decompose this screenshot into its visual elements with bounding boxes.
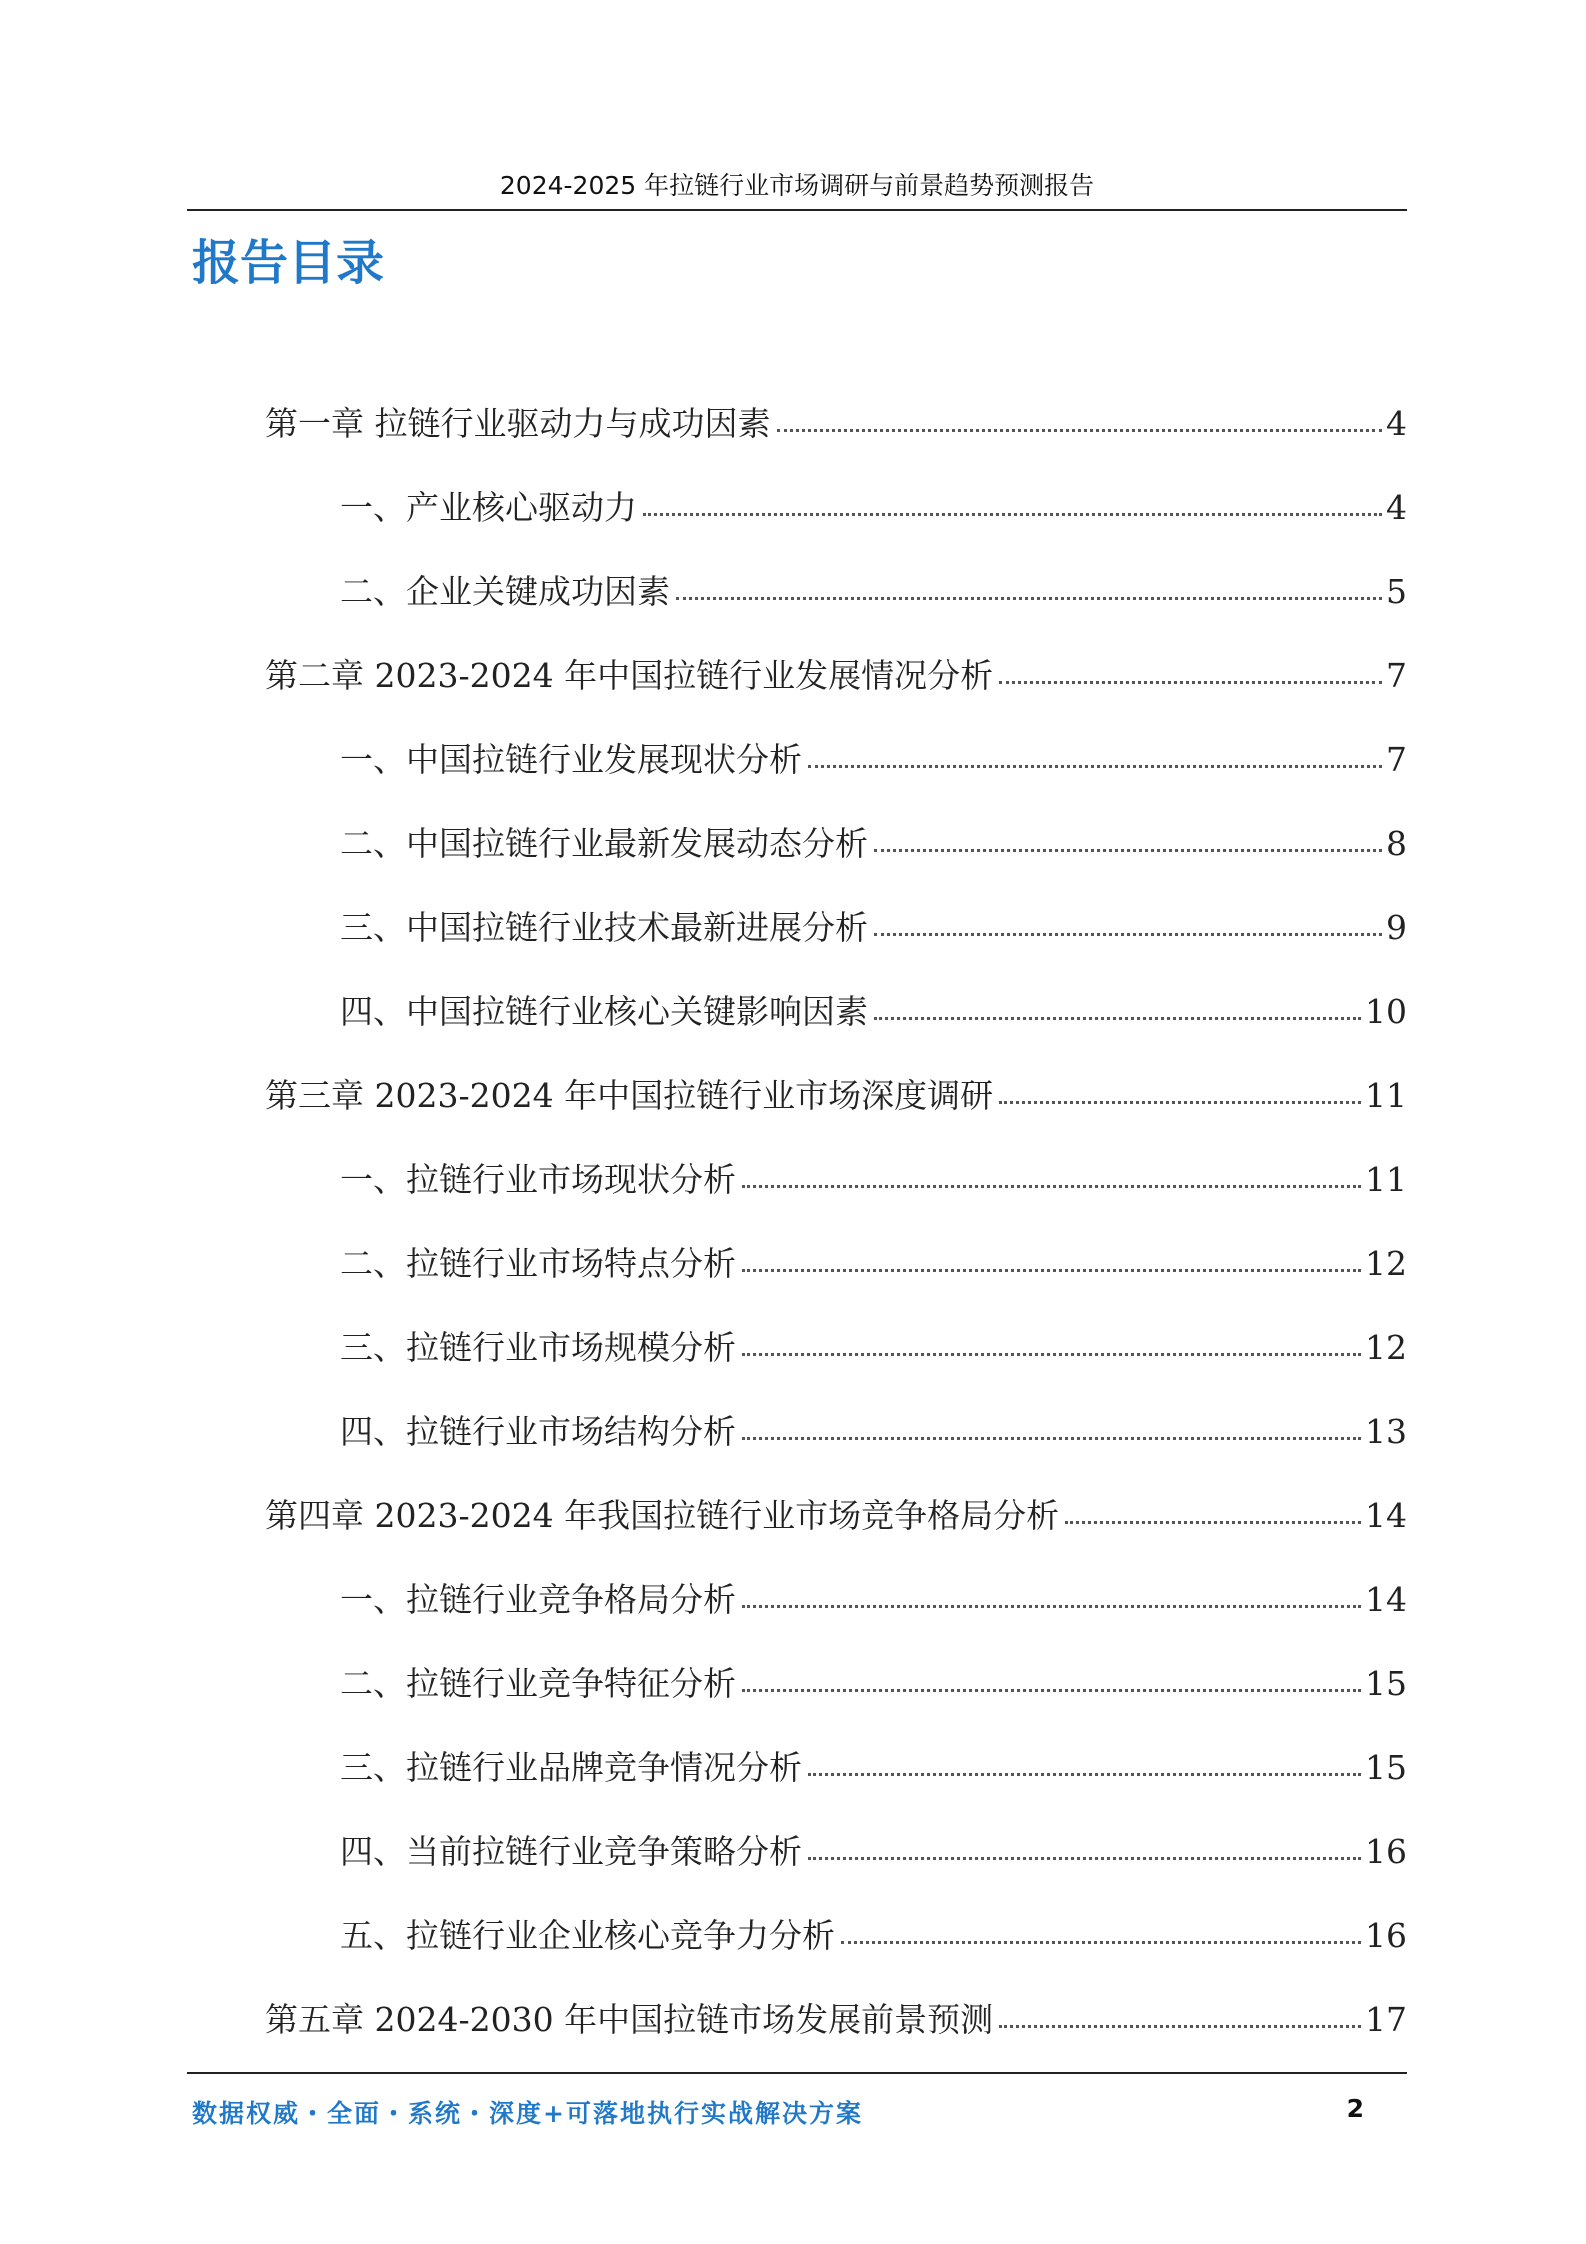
toc-entry-label: 三、拉链行业品牌竞争情况分析 bbox=[340, 1748, 802, 1787]
toc-entry-page: 14 bbox=[1365, 1580, 1407, 1619]
toc-chapter-entry[interactable] bbox=[265, 1994, 1407, 2078]
toc-section-entry[interactable] bbox=[265, 902, 1407, 986]
toc-entry-label: 第一章 拉链行业驱动力与成功因素 bbox=[265, 404, 771, 443]
toc-entry-label: 二、拉链行业竞争特征分析 bbox=[340, 1664, 736, 1703]
toc-entry-page: 15 bbox=[1365, 1748, 1407, 1787]
toc-section-entry[interactable] bbox=[265, 818, 1407, 902]
toc-dot-leader bbox=[808, 1857, 1361, 1860]
toc-entry-label: 五、拉链行业企业核心竞争力分析 bbox=[340, 1916, 835, 1955]
toc-entry-page: 8 bbox=[1386, 824, 1407, 863]
toc-entry-page: 11 bbox=[1365, 1076, 1407, 1115]
footer-page-number: 2 bbox=[1346, 2094, 1364, 2123]
toc-section-entry[interactable] bbox=[265, 1406, 1407, 1490]
toc-entry-page: 11 bbox=[1365, 1160, 1407, 1199]
toc-entry-page: 14 bbox=[1365, 1496, 1407, 1535]
toc-entry-page: 10 bbox=[1365, 992, 1407, 1031]
running-header-title: 2024-2025 年拉链行业市场调研与前景趋势预测报告 bbox=[499, 171, 1095, 200]
toc-section-entry[interactable] bbox=[265, 1322, 1407, 1406]
toc-entry-page: 15 bbox=[1365, 1664, 1407, 1703]
toc-entry-page: 4 bbox=[1386, 488, 1407, 527]
toc-heading: 报告目录 bbox=[192, 235, 385, 291]
toc-entry-label: 一、产业核心驱动力 bbox=[340, 488, 637, 527]
toc-entry-label: 三、中国拉链行业技术最新进展分析 bbox=[340, 908, 868, 947]
toc-entry-page: 16 bbox=[1365, 1916, 1407, 1955]
toc-dot-leader bbox=[742, 1605, 1361, 1608]
toc-dot-leader bbox=[742, 1269, 1361, 1272]
toc-dot-leader bbox=[742, 1437, 1361, 1440]
toc-entry-page: 7 bbox=[1386, 740, 1407, 779]
toc-section-entry[interactable] bbox=[265, 1574, 1407, 1658]
toc-dot-leader bbox=[841, 1941, 1361, 1944]
footer-divider bbox=[187, 2072, 1407, 2074]
toc-entry-label: 四、当前拉链行业竞争策略分析 bbox=[340, 1832, 802, 1871]
toc-dot-leader bbox=[742, 1353, 1361, 1356]
toc-dot-leader bbox=[999, 681, 1382, 684]
toc-entry-page: 13 bbox=[1365, 1412, 1407, 1451]
toc-entry-label: 第五章 2024-2030 年中国拉链市场发展前景预测 bbox=[265, 2000, 994, 2039]
toc-entry-label: 一、中国拉链行业发展现状分析 bbox=[340, 740, 802, 779]
toc-section-entry[interactable] bbox=[265, 1154, 1407, 1238]
toc-section-entry[interactable] bbox=[265, 482, 1407, 566]
toc-entry-page: 5 bbox=[1386, 572, 1407, 611]
toc-chapter-entry[interactable] bbox=[265, 1490, 1407, 1574]
table-of-contents bbox=[265, 398, 1407, 2078]
toc-section-entry[interactable] bbox=[265, 1826, 1407, 1910]
toc-entry-label: 一、拉链行业市场现状分析 bbox=[340, 1160, 736, 1199]
toc-section-entry[interactable] bbox=[265, 1742, 1407, 1826]
toc-dot-leader bbox=[999, 1101, 1361, 1104]
toc-section-entry[interactable] bbox=[265, 734, 1407, 818]
toc-dot-leader bbox=[808, 1773, 1361, 1776]
toc-entry-label: 第四章 2023-2024 年我国拉链行业市场竞争格局分析 bbox=[265, 1496, 1060, 1535]
toc-entry-label: 二、企业关键成功因素 bbox=[340, 572, 670, 611]
toc-dot-leader bbox=[643, 513, 1382, 516]
toc-entry-label: 第二章 2023-2024 年中国拉链行业发展情况分析 bbox=[265, 656, 994, 695]
toc-dot-leader bbox=[874, 933, 1382, 936]
toc-chapter-entry[interactable] bbox=[265, 398, 1407, 482]
toc-entry-label: 第三章 2023-2024 年中国拉链行业市场深度调研 bbox=[265, 1076, 994, 1115]
toc-entry-label: 二、拉链行业市场特点分析 bbox=[340, 1244, 736, 1283]
toc-section-entry[interactable] bbox=[265, 566, 1407, 650]
toc-entry-label: 四、中国拉链行业核心关键影响因素 bbox=[340, 992, 868, 1031]
toc-entry-page: 4 bbox=[1386, 404, 1407, 443]
toc-chapter-entry[interactable] bbox=[265, 1070, 1407, 1154]
toc-entry-page: 9 bbox=[1386, 908, 1407, 947]
toc-dot-leader bbox=[1065, 1521, 1361, 1524]
toc-dot-leader bbox=[874, 849, 1382, 852]
toc-dot-leader bbox=[676, 597, 1382, 600]
toc-entry-page: 12 bbox=[1365, 1244, 1407, 1283]
toc-section-entry[interactable] bbox=[265, 1658, 1407, 1742]
toc-dot-leader bbox=[777, 429, 1383, 432]
toc-entry-page: 12 bbox=[1365, 1328, 1407, 1367]
toc-entry-label: 一、拉链行业竞争格局分析 bbox=[340, 1580, 736, 1619]
toc-section-entry[interactable] bbox=[265, 1910, 1407, 1994]
toc-dot-leader bbox=[808, 765, 1382, 768]
toc-entry-page: 7 bbox=[1386, 656, 1407, 695]
toc-dot-leader bbox=[874, 1017, 1361, 1020]
toc-section-entry[interactable] bbox=[265, 1238, 1407, 1322]
toc-entry-label: 四、拉链行业市场结构分析 bbox=[340, 1412, 736, 1451]
toc-entry-label: 二、中国拉链行业最新发展动态分析 bbox=[340, 824, 868, 863]
toc-dot-leader bbox=[742, 1689, 1361, 1692]
header-divider bbox=[187, 209, 1407, 211]
toc-chapter-entry[interactable] bbox=[265, 650, 1407, 734]
toc-dot-leader bbox=[742, 1185, 1361, 1188]
toc-entry-label: 三、拉链行业市场规模分析 bbox=[340, 1328, 736, 1367]
toc-entry-page: 17 bbox=[1365, 2000, 1407, 2039]
toc-dot-leader bbox=[999, 2025, 1361, 2028]
toc-section-entry[interactable] bbox=[265, 986, 1407, 1070]
toc-entry-page: 16 bbox=[1365, 1832, 1407, 1871]
footer-slogan: 数据权威・全面・系统・深度+可落地执行实战解决方案 bbox=[192, 2099, 863, 2128]
